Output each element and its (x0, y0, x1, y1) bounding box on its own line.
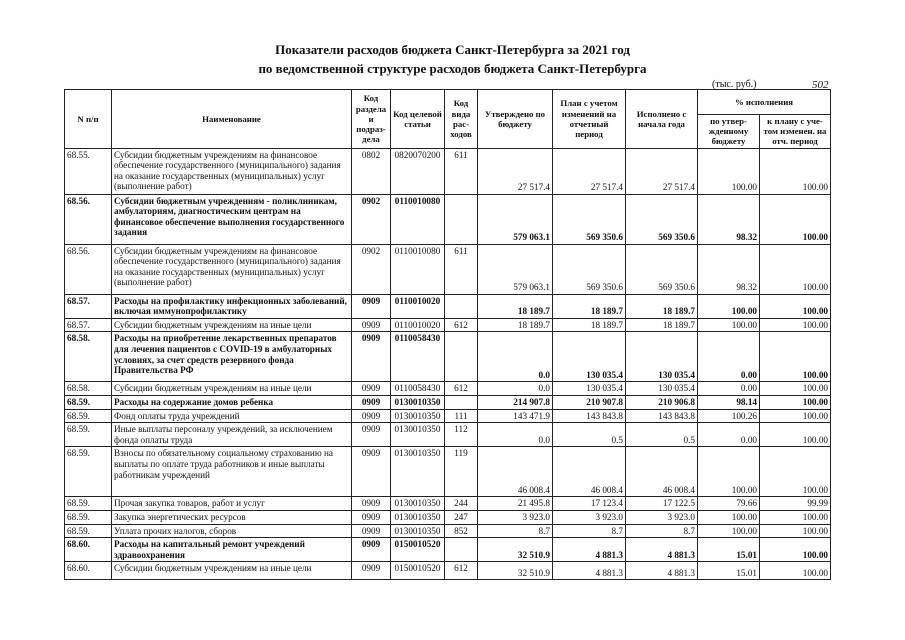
row-plan: 569 350.6 (553, 194, 626, 244)
table-row (65, 395, 831, 409)
row-section-code: 0909 (352, 294, 391, 318)
row-pct-plan: 100.00 (760, 447, 831, 497)
row-pct-plan: 100.00 (760, 562, 831, 580)
table-row (65, 382, 831, 396)
row-number: 68.57. (65, 318, 112, 332)
row-section-code: 0909 (352, 447, 391, 497)
row-number: 68.60. (65, 538, 112, 562)
row-section-code: 0909 (352, 318, 391, 332)
header-pct-plan: к плану с уче-том изменен. на отч. период (760, 115, 831, 149)
row-target-code: 0150010520 (391, 538, 445, 562)
row-type-code (445, 294, 478, 318)
row-target-code: 0110010020 (391, 318, 445, 332)
header-approved: Утверждено по бюджету (478, 90, 553, 149)
row-target-code: 0820070200 (391, 148, 445, 194)
row-approved: 3 923.0 (478, 510, 553, 524)
row-type-code: 111 (445, 409, 478, 423)
row-name: Иные выплаты персоналу учреждений, за исключением фонда оплаты труда (112, 423, 352, 447)
table-row (65, 510, 831, 524)
row-type-code: 112 (445, 423, 478, 447)
row-execution: 143 843.8 (626, 409, 698, 423)
row-name: Субсидии бюджетным учреждениям на иные цели (112, 318, 352, 332)
row-plan: 18 189.7 (553, 318, 626, 332)
row-pct-approved: 0.00 (698, 332, 760, 382)
row-section-code: 0909 (352, 332, 391, 382)
row-plan: 210 907.8 (553, 395, 626, 409)
row-execution: 4 881.3 (626, 538, 698, 562)
row-approved: 18 189.7 (478, 294, 553, 318)
row-type-code: 119 (445, 447, 478, 497)
row-number: 68.59. (65, 524, 112, 538)
row-type-code: 612 (445, 562, 478, 580)
page-number: 502 (812, 79, 829, 91)
row-number: 68.58. (65, 382, 112, 396)
row-pct-plan: 100.00 (760, 332, 831, 382)
table-row (65, 318, 831, 332)
units-label: (тыс. руб.) (712, 79, 757, 90)
row-target-code: 0150010520 (391, 562, 445, 580)
row-number: 68.56. (65, 194, 112, 244)
row-pct-approved: 15.01 (698, 538, 760, 562)
row-number: 68.56. (65, 244, 112, 294)
row-name: Прочая закупка товаров, работ и услуг (112, 497, 352, 511)
row-approved: 21 495.8 (478, 497, 553, 511)
table-row (65, 148, 831, 194)
row-number: 68.60. (65, 562, 112, 580)
row-name: Расходы на капитальный ремонт учреждений здравоохранения (112, 538, 352, 562)
row-pct-plan: 100.00 (760, 538, 831, 562)
header-execution: Исполнено с начала года (626, 90, 698, 149)
header-pct-approved: по утвер-жденному бюджету (698, 115, 760, 149)
row-name: Субсидии бюджетным учреждениям - поликлиникам, амбулаториям, диагностическим центрам на финансовое обеспечение выполнения государственного задания (112, 194, 352, 244)
row-target-code: 0130010350 (391, 497, 445, 511)
row-section-code: 0909 (352, 524, 391, 538)
row-number: 68.59. (65, 447, 112, 497)
report-title (0, 40, 905, 78)
title-line-2: по ведомственной структуре расходов бюджета Санкт-Петербурга (258, 61, 647, 76)
row-approved: 0.0 (478, 382, 553, 396)
header-plan: План с учетом изменений на отчетный период (553, 90, 626, 149)
row-pct-plan: 99.99 (760, 497, 831, 511)
row-number: 68.59. (65, 395, 112, 409)
row-plan: 4 881.3 (553, 538, 626, 562)
row-approved: 18 189.7 (478, 318, 553, 332)
row-target-code: 0110058430 (391, 332, 445, 382)
header-name: Наименование (112, 90, 352, 149)
row-pct-approved: 98.14 (698, 395, 760, 409)
row-name: Субсидии бюджетным учреждениям на финансовое обеспечение государственного (муниципального) задания на оказание государственных (муниципальных) услуг (выполнение работ) (112, 148, 352, 194)
header-target-code: Код целевой статьи (391, 90, 445, 149)
row-execution: 569 350.6 (626, 244, 698, 294)
row-section-code: 0909 (352, 423, 391, 447)
row-approved: 27 517.4 (478, 148, 553, 194)
expenditure-table (64, 89, 831, 580)
row-approved: 0.0 (478, 423, 553, 447)
row-plan: 569 350.6 (553, 244, 626, 294)
title-line-1: Показатели расходов бюджета Санкт-Петербурга за 2021 год (275, 42, 630, 57)
row-name: Расходы на содержание домов ребенка (112, 395, 352, 409)
row-pct-approved: 100.00 (698, 447, 760, 497)
row-number: 68.58. (65, 332, 112, 382)
row-number: 68.59. (65, 510, 112, 524)
row-type-code (445, 538, 478, 562)
row-pct-approved: 100.00 (698, 294, 760, 318)
table-row (65, 524, 831, 538)
row-section-code: 0909 (352, 382, 391, 396)
table-body (65, 148, 831, 580)
row-section-code: 0909 (352, 538, 391, 562)
header-type-code: Код вида рас-ходов (445, 90, 478, 149)
row-type-code: 247 (445, 510, 478, 524)
row-target-code: 0110010080 (391, 244, 445, 294)
row-section-code: 0909 (352, 409, 391, 423)
row-type-code (445, 332, 478, 382)
row-approved: 46 008.4 (478, 447, 553, 497)
row-section-code: 0909 (352, 510, 391, 524)
row-execution: 8.7 (626, 524, 698, 538)
row-pct-plan: 100.00 (760, 148, 831, 194)
row-section-code: 0902 (352, 244, 391, 294)
row-section-code: 0909 (352, 395, 391, 409)
row-section-code: 0909 (352, 562, 391, 580)
row-number: 68.59. (65, 423, 112, 447)
row-target-code: 0130010350 (391, 409, 445, 423)
row-execution: 4 881.3 (626, 562, 698, 580)
table-row (65, 447, 831, 497)
row-pct-plan: 100.00 (760, 510, 831, 524)
row-pct-plan: 100.00 (760, 524, 831, 538)
row-pct-plan: 100.00 (760, 423, 831, 447)
row-execution: 210 906.8 (626, 395, 698, 409)
row-execution: 130 035.4 (626, 332, 698, 382)
row-pct-approved: 100.00 (698, 510, 760, 524)
row-execution: 0.5 (626, 423, 698, 447)
row-pct-approved: 0.00 (698, 423, 760, 447)
row-pct-approved: 98.32 (698, 244, 760, 294)
row-pct-plan: 100.00 (760, 409, 831, 423)
row-target-code: 0130010350 (391, 423, 445, 447)
header-section-code: Код раздела и подраз-дела (352, 90, 391, 149)
row-section-code: 0802 (352, 148, 391, 194)
table-row (65, 423, 831, 447)
row-number: 68.59. (65, 497, 112, 511)
row-execution: 27 517.4 (626, 148, 698, 194)
row-pct-plan: 100.00 (760, 395, 831, 409)
row-target-code: 0110058430 (391, 382, 445, 396)
row-plan: 8.7 (553, 524, 626, 538)
row-execution: 18 189.7 (626, 318, 698, 332)
row-plan: 130 035.4 (553, 332, 626, 382)
row-approved: 214 907.8 (478, 395, 553, 409)
row-pct-approved: 100.26 (698, 409, 760, 423)
row-number: 68.59. (65, 409, 112, 423)
row-name: Закупка энергетических ресурсов (112, 510, 352, 524)
row-execution: 46 008.4 (626, 447, 698, 497)
row-execution: 17 122.5 (626, 497, 698, 511)
row-pct-plan: 100.00 (760, 294, 831, 318)
row-name: Уплата прочих налогов, сборов (112, 524, 352, 538)
header-pp: N п/п (65, 90, 112, 149)
row-name: Фонд оплаты труда учреждений (112, 409, 352, 423)
row-type-code: 852 (445, 524, 478, 538)
row-target-code: 0130010350 (391, 510, 445, 524)
table-row (65, 409, 831, 423)
row-type-code: 611 (445, 148, 478, 194)
row-section-code: 0902 (352, 194, 391, 244)
row-type-code: 612 (445, 382, 478, 396)
row-plan: 4 881.3 (553, 562, 626, 580)
row-pct-approved: 79.66 (698, 497, 760, 511)
row-approved: 32 510.9 (478, 538, 553, 562)
row-pct-plan: 100.00 (760, 194, 831, 244)
row-section-code: 0909 (352, 497, 391, 511)
row-name: Взносы по обязательному социальному страхованию на выплаты по оплате труда работников и иные выплаты работникам учреждений (112, 447, 352, 497)
table-row (65, 244, 831, 294)
row-approved: 32 510.9 (478, 562, 553, 580)
row-plan: 0.5 (553, 423, 626, 447)
row-type-code: 611 (445, 244, 478, 294)
row-number: 68.57. (65, 294, 112, 318)
row-type-code: 244 (445, 497, 478, 511)
row-pct-plan: 100.00 (760, 244, 831, 294)
row-execution: 18 189.7 (626, 294, 698, 318)
row-execution: 130 035.4 (626, 382, 698, 396)
row-pct-plan: 100.00 (760, 382, 831, 396)
table-row (65, 332, 831, 382)
row-plan: 17 123.4 (553, 497, 626, 511)
row-pct-plan: 100.00 (760, 318, 831, 332)
row-pct-approved: 100.00 (698, 318, 760, 332)
table-row (65, 294, 831, 318)
row-name: Субсидии бюджетным учреждениям на иные цели (112, 562, 352, 580)
row-target-code: 0130010350 (391, 395, 445, 409)
row-target-code: 0110010080 (391, 194, 445, 244)
row-plan: 27 517.4 (553, 148, 626, 194)
row-name: Расходы на профилактику инфекционных заболеваний, включая иммунопрофилактику (112, 294, 352, 318)
row-pct-approved: 0.00 (698, 382, 760, 396)
row-name: Субсидии бюджетным учреждениям на иные цели (112, 382, 352, 396)
row-plan: 143 843.8 (553, 409, 626, 423)
row-pct-approved: 100.00 (698, 148, 760, 194)
row-execution: 569 350.6 (626, 194, 698, 244)
table-row (65, 497, 831, 511)
row-plan: 18 189.7 (553, 294, 626, 318)
row-pct-approved: 98.32 (698, 194, 760, 244)
row-type-code (445, 395, 478, 409)
row-approved: 143 471.9 (478, 409, 553, 423)
row-target-code: 0110010020 (391, 294, 445, 318)
header-percent: % исполнения (698, 90, 831, 115)
row-plan: 130 035.4 (553, 382, 626, 396)
row-number: 68.55. (65, 148, 112, 194)
row-approved: 579 063.1 (478, 194, 553, 244)
row-plan: 46 008.4 (553, 447, 626, 497)
row-target-code: 0130010350 (391, 524, 445, 538)
row-target-code: 0130010350 (391, 447, 445, 497)
table-row (65, 562, 831, 580)
row-execution: 3 923.0 (626, 510, 698, 524)
row-name: Субсидии бюджетным учреждениям на финансовое обеспечение государственного (муниципального) задания на оказание государственных (муниципальных) услуг (выполнение работ) (112, 244, 352, 294)
row-plan: 3 923.0 (553, 510, 626, 524)
row-pct-approved: 15.01 (698, 562, 760, 580)
row-approved: 8.7 (478, 524, 553, 538)
row-pct-approved: 100.00 (698, 524, 760, 538)
table-row (65, 538, 831, 562)
row-type-code (445, 194, 478, 244)
row-name: Расходы на приобретение лекарственных препаратов для лечения пациентов с COVID-19 в амбулаторных условиях, за счет средств резервного фонда Правительства РФ (112, 332, 352, 382)
table-row (65, 194, 831, 244)
row-approved: 0.0 (478, 332, 553, 382)
row-approved: 579 063.1 (478, 244, 553, 294)
row-type-code: 612 (445, 318, 478, 332)
